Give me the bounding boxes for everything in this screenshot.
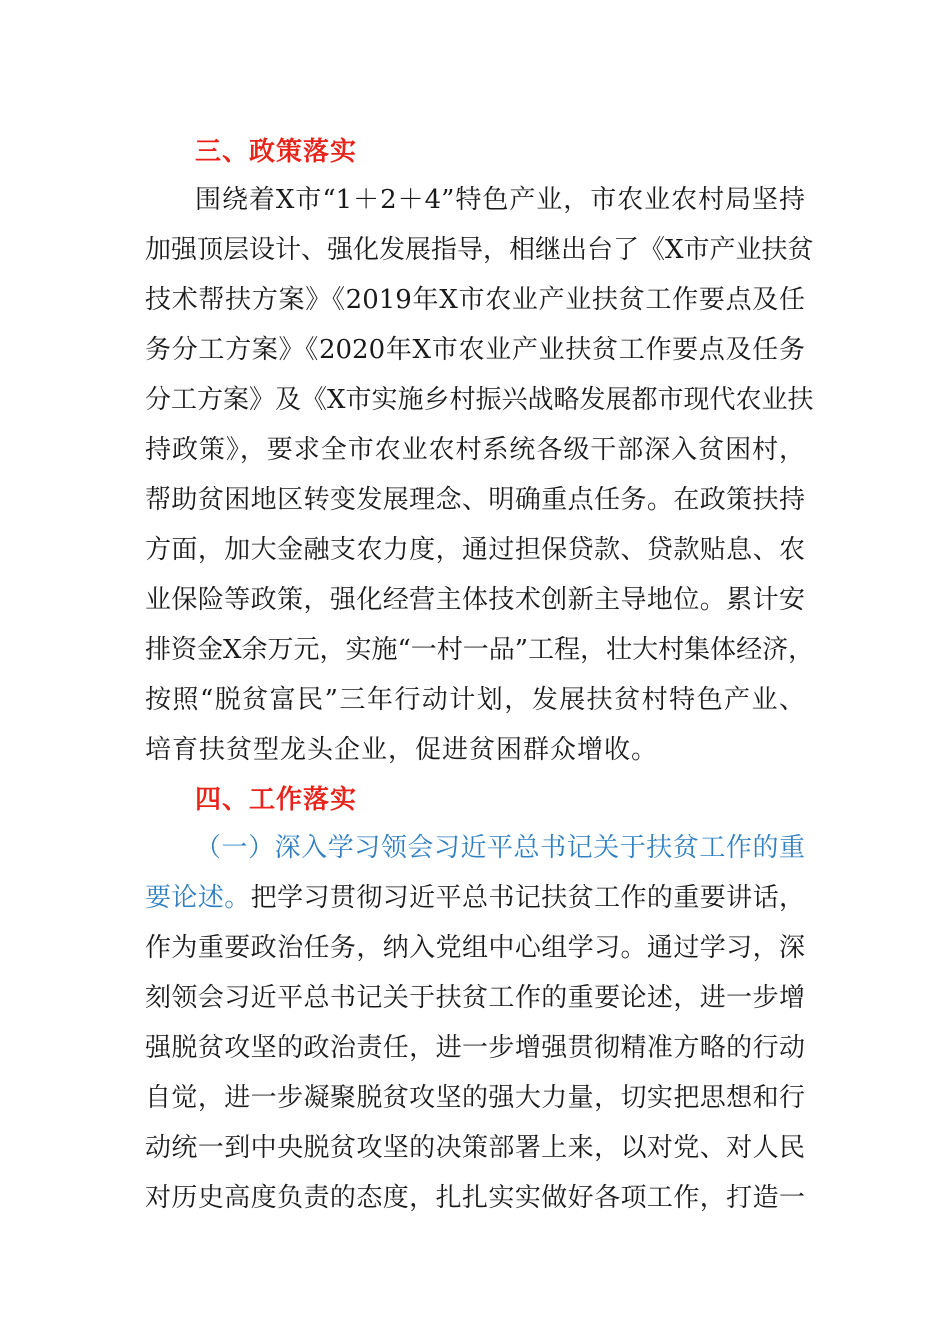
- paragraph-line: 帮助贫困地区转变发展理念、明确重点任务。在政策扶持: [145, 485, 805, 515]
- section-heading-work: 四、工作落实: [195, 785, 358, 815]
- paragraph-line: 方面，加大金融支农力度，通过担保贷款、贷款贴息、农: [145, 535, 805, 565]
- paragraph-line: 按照“脱贫富民”三年行动计划，发展扶贫村特色产业、: [145, 685, 805, 715]
- paragraph-line: 持政策》，要求全市农业农村系统各级干部深入贫困村，: [145, 435, 805, 465]
- paragraph-line: 务分工方案》《2020年X市农业产业扶贫工作要点及任务: [145, 335, 805, 365]
- paragraph-line: 业保险等政策，强化经营主体技术创新主导地位。累计安: [145, 585, 805, 615]
- section-heading-policy: 三、政策落实: [195, 137, 358, 167]
- paragraph-text: 把学习贯彻习近平总书记扶贫工作的重要讲话，: [250, 883, 805, 913]
- paragraph-line: 培育扶贫型龙头企业，促进贫困群众增收。: [145, 735, 659, 765]
- paragraph-line: 分工方案》及《X市实施乡村振兴战略发展都市现代农业扶: [145, 385, 814, 415]
- paragraph-line: 刻领会习近平总书记关于扶贫工作的重要论述，进一步增: [145, 983, 805, 1013]
- paragraph-line: 对历史高度负责的态度，扎扎实实做好各项工作，打造一: [145, 1183, 805, 1213]
- subheading-tail: 要论述。: [145, 883, 251, 913]
- paragraph-line: 围绕着X市“1＋2＋4”特色产业，市农业农村局坚持: [195, 185, 805, 215]
- paragraph-line: 动统一到中央脱贫攻坚的决策部署上来，以对党、对人民: [145, 1133, 805, 1163]
- paragraph-line: 加强顶层设计、强化发展指导，相继出台了《X市产业扶贫: [145, 235, 814, 265]
- paragraph-line: 自觉，进一步凝聚脱贫攻坚的强大力量，切实把思想和行: [145, 1083, 805, 1113]
- subheading-line: （一）深入学习领会习近平总书记关于扶贫工作的重: [195, 833, 805, 863]
- paragraph-line: 技术帮扶方案》《2019年X市农业产业扶贫工作要点及任: [145, 285, 805, 315]
- paragraph-line-mixed: [145, 878, 805, 918]
- paragraph-line: 作为重要政治任务，纳入党组中心组学习。通过学习，深: [145, 933, 805, 963]
- paragraph-line: 排资金X余万元，实施“一村一品”工程，壮大村集体经济，: [145, 635, 815, 665]
- paragraph-line: 强脱贫攻坚的政治责任，进一步增强贯彻精准方略的行动: [145, 1033, 805, 1063]
